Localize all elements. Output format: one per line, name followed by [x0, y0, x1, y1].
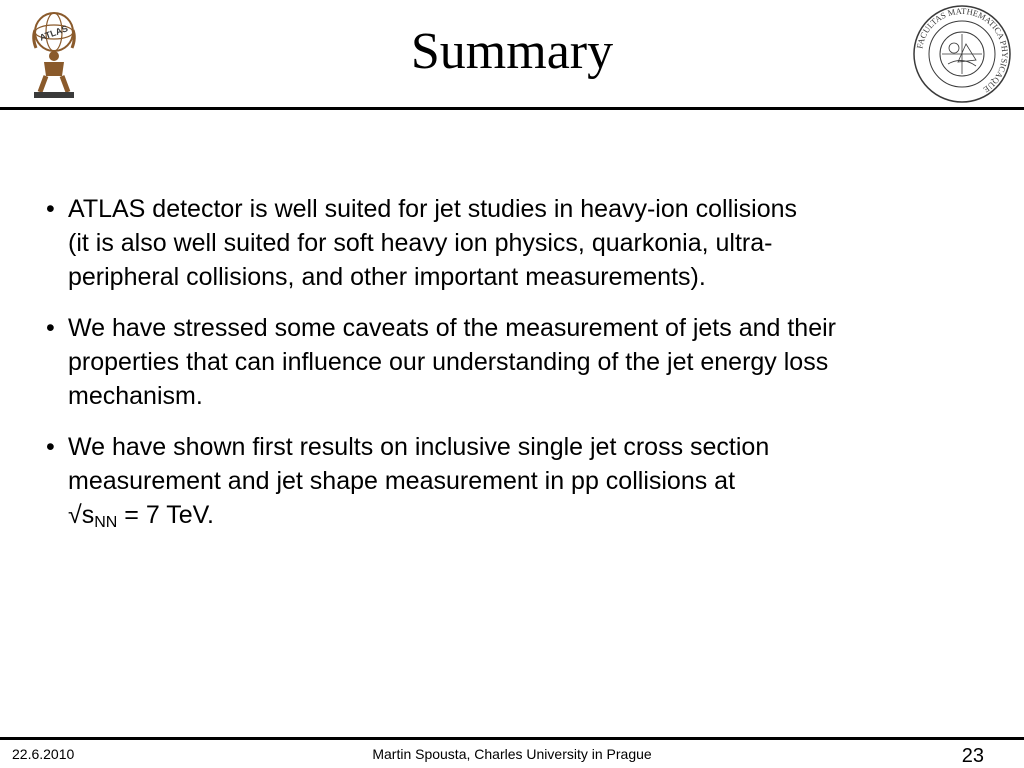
- energy-formula: [68, 498, 1002, 532]
- footer-author: Martin Spousta, Charles University in Prague: [372, 746, 652, 762]
- bullet-marker: •: [46, 195, 55, 223]
- svg-text:ATLAS: ATLAS: [38, 23, 70, 43]
- bullet-text-line: We have stressed some caveats of the measurement of jets and their: [68, 314, 836, 342]
- bullet-list: [42, 192, 1002, 549]
- bullet-text-line: properties that can influence our understanding of the jet energy loss: [68, 348, 829, 376]
- page-number: 23: [961, 745, 984, 767]
- bullet-text-line: (it is also well suited for soft heavy ion physics, quarkonia, ultra-: [68, 229, 773, 257]
- list-item: [42, 192, 1002, 294]
- bullet-text-line: ATLAS detector is well suited for jet studies in heavy-ion collisions: [68, 195, 798, 223]
- svg-text:FACULTAS MATHEMATICA PHYSICAQU: FACULTAS MATHEMATICA PHYSICAQUE: [914, 5, 1011, 95]
- footer-divider: [0, 737, 1024, 740]
- bullet-marker: •: [46, 433, 55, 461]
- formula-sqrt-s: √s: [68, 501, 95, 529]
- faculty-seal-icon: [912, 4, 1012, 104]
- footer-date: 22.6.2010: [12, 746, 75, 762]
- page-title: Summary: [410, 23, 614, 80]
- bullet-marker: •: [46, 314, 55, 342]
- bullet-text-line: We have shown first results on inclusive single jet cross section: [68, 433, 770, 461]
- formula-value: = 7 TeV.: [117, 501, 214, 529]
- bullet-text-line: mechanism.: [68, 382, 203, 410]
- list-item: [42, 311, 1002, 413]
- formula-subscript: NN: [94, 514, 118, 531]
- header-divider: [0, 107, 1024, 110]
- bullet-text-line: peripheral collisions, and other important measurements).: [68, 263, 706, 291]
- list-item: [42, 430, 1002, 532]
- bullet-text-line: measurement and jet shape measurement in pp collisions at: [68, 467, 736, 495]
- faculty-seal-logo: [912, 4, 1012, 104]
